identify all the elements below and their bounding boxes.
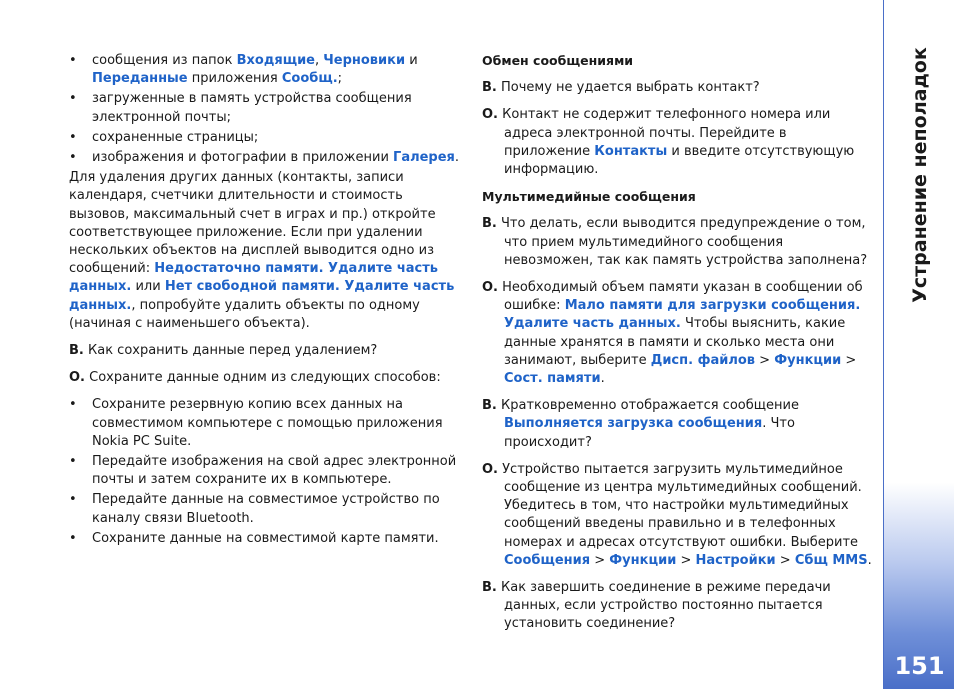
list-item: • Сохраните резервную копию всех данных на совместимом компьютере с помощью приложения Nokia PC Suite. [69,396,461,451]
list-item: • изображения и фотографии в приложении Галерея. [69,149,461,167]
paragraph-delete-other-data: Для удаления других данных (контакты, записи календаря, счетчики длительности и стоимость вызовов, максимальный счет в играх и пр.) откройте соответствующее приложение. Если при удалении нескольких объектов на дисплей выводится одно из сообщений: Недостаточно памяти. Удалите часть данных. или Нет свободной памяти. Удалите часть данных., попробуйте удалить объекты по одному (начиная с наименьшего объекта). [69,170,455,331]
question-save-data: В. Как сохранить данные перед удалением? [69,343,378,359]
list-item: • сообщения из папок Входящие, Черновики и Переданные приложения Сообщ.; [69,52,461,88]
right-column [482,52,874,643]
list-item: • Передайте изображения на свой адрес электронной почты и затем сохраните их в компьютере. [69,453,461,489]
section-heading-mms: Мультимедийные сообщения [482,189,696,205]
answer-memory-full: О. Необходимый объем памяти указан в сообщении об ошибке: Мало памяти для загрузки сообщения. Удалите часть данных. Чтобы выяснить, какие данные хранятся в памяти и сколько места они занимают, выберите Дисп. файлов > Функции > Сост. памяти. [482,280,863,387]
bullet-list-deletable-items [69,52,461,167]
chapter-title: Устранение неполадок [908,47,931,303]
page-number: 151 [894,651,945,680]
question-memory-full: В. Что делать, если выводится предупреждение о том, что прием мультимедийного сообщения невозможен, так как память устройства заполнена? [482,216,868,268]
answer-select-contact: О. Контакт не содержит телефонного номера или адреса электронной почты. Перейдите в приложение Контакты и введите отсутствующую информацию. [482,107,855,178]
left-column [69,52,461,550]
bullet-list-save-methods [69,396,461,548]
section-heading-messaging: Обмен сообщениями [482,53,634,68]
chapter-sidebar [883,0,954,689]
list-item: • загруженные в память устройства сообщения электронной почты; [69,90,461,126]
list-item: • сохраненные страницы; [69,129,461,147]
question-end-data-connection: В. Как завершить соединение в режиме передачи данных, если устройство постоянно пытается установить соединение? [482,580,831,632]
list-item: • Сохраните данные на совместимой карте памяти. [69,530,461,548]
answer-save-data: О. Сохраните данные одним из следующих способов: [69,370,441,386]
question-select-contact: В. Почему не удается выбрать контакт? [482,80,760,96]
answer-retrieving-message: О. Устройство пытается загрузить мультимедийное сообщение из центра мультимедийных сообщений. Убедитесь в том, что настройки мультимедийных сообщений введены правильно и в телефонных номерах и адресах отсутствуют ошибки. Выберите Сообщения > Функции > Настройки > Сбщ MMS. [482,461,872,568]
list-item: • Передайте данные на совместимое устройство по каналу связи Bluetooth. [69,491,461,527]
question-retrieving-message: В. Кратковременно отображается сообщение Выполняется загрузка сообщения. Что происходит? [482,398,799,450]
